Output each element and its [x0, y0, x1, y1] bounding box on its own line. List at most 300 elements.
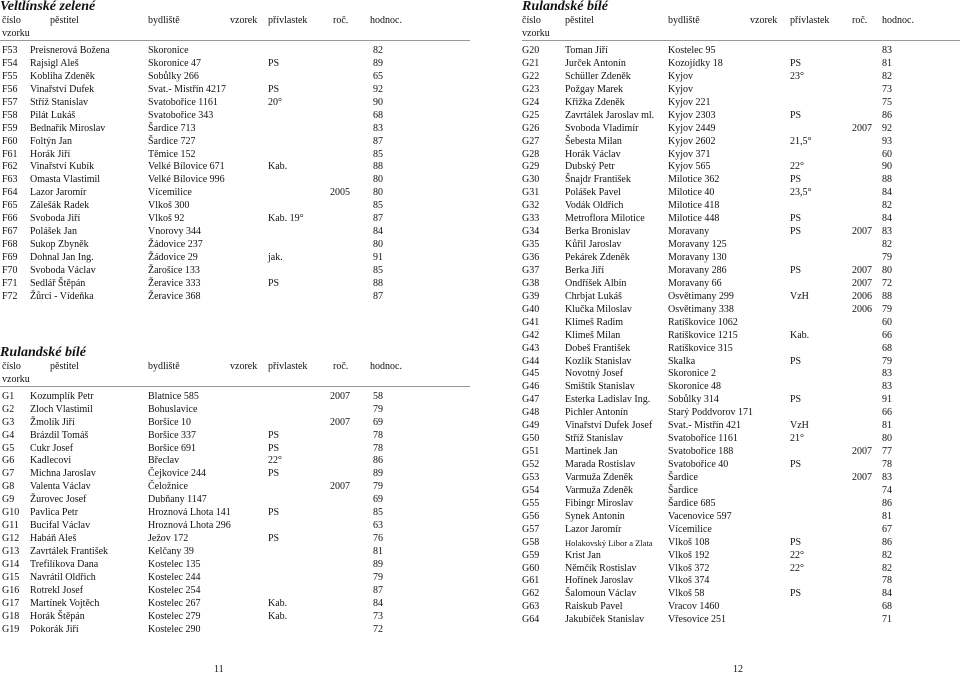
residence: Vlkoš 108 — [668, 536, 710, 548]
residence: Moravany 125 — [668, 239, 727, 251]
score: 68 — [373, 109, 383, 121]
grower-name: Klučka Miloslav — [565, 303, 632, 315]
score: 79 — [882, 355, 892, 367]
sample-number: G22 — [522, 70, 540, 82]
sample-number: G1 — [2, 390, 15, 402]
residence: Žádovice 29 — [148, 252, 198, 263]
sample-number: G47 — [522, 394, 540, 406]
attribute: PS — [790, 213, 802, 225]
attribute: PS — [268, 507, 280, 519]
residence: Osvětimany 299 — [668, 290, 734, 302]
residence: Sobůlky 266 — [148, 70, 199, 82]
grower-name: Kobliha Zdeněk — [30, 70, 95, 82]
residence: Starý Poddvorov 171 — [668, 407, 753, 419]
score: 89 — [373, 57, 383, 69]
residence: Hroznová Lhota 141 — [148, 507, 231, 519]
sample-number: F62 — [2, 161, 18, 173]
grower-name: Pichler Antonín — [565, 407, 629, 419]
residence: Kozojídky 18 — [668, 57, 723, 69]
table-row — [0, 598, 470, 611]
attribute: Kab. 19° — [268, 213, 304, 225]
residence: Svatobořice 343 — [148, 109, 214, 121]
grower-name: Rotrekl Josef — [30, 584, 84, 596]
sample-number: G28 — [522, 148, 540, 160]
column-header-cislo: číslo — [2, 360, 21, 372]
residence: Moravany 130 — [668, 252, 727, 263]
column-header-cislo: číslo — [522, 15, 541, 26]
grower-name: Klimeš Radim — [565, 316, 624, 328]
table-row — [0, 507, 470, 520]
residence: Kostelec 95 — [668, 45, 716, 56]
table-row — [522, 588, 960, 601]
attribute: PS — [268, 57, 280, 69]
score: 93 — [882, 135, 892, 147]
attribute: 22° — [790, 549, 804, 561]
score: 85 — [373, 264, 383, 276]
grower-name: Dubský Petr — [565, 161, 615, 173]
column-header-vzorek: vzorek — [230, 360, 258, 372]
grower-name: Zálešák Radek — [30, 200, 90, 212]
residence: Svat.- Mistřín 421 — [668, 420, 742, 432]
score: 85 — [373, 507, 383, 519]
table-row — [0, 468, 470, 481]
residence: Milotice 40 — [668, 187, 715, 199]
table-row — [0, 546, 470, 559]
sample-number: G3 — [2, 416, 15, 428]
score: 81 — [882, 510, 892, 522]
score: 82 — [882, 239, 892, 251]
score: 58 — [373, 390, 383, 402]
sample-number: F66 — [2, 213, 18, 225]
score: 91 — [882, 394, 892, 406]
vintage: 2007 — [852, 122, 872, 134]
residence: Šardice — [668, 471, 698, 483]
grower-name: Omasta Vlastimil — [30, 174, 101, 186]
table-row — [0, 572, 470, 585]
score: 80 — [373, 239, 383, 251]
grower-name: Rajsigl Aleš — [30, 57, 79, 69]
left-page — [0, 0, 470, 637]
residence: Kostelec 290 — [148, 623, 201, 635]
residence: Vřesovice 251 — [668, 614, 727, 626]
column-header-vzorek: vzorek — [750, 15, 778, 26]
score: 90 — [882, 161, 892, 173]
residence: Boršice 337 — [148, 429, 197, 441]
grower-name: Preisnerová Božena — [30, 45, 110, 56]
grower-name: Ondříšek Albín — [565, 277, 627, 289]
attribute: Kab. — [268, 597, 288, 609]
grower-name: Synek Antonín — [565, 510, 625, 522]
residence: Kyjov 565 — [668, 161, 711, 173]
table-row — [522, 498, 960, 511]
column-header-bydliste: bydliště — [668, 15, 700, 26]
table-row — [0, 226, 470, 239]
sample-number: G44 — [522, 355, 540, 367]
grower-name: Marada Rostislav — [565, 459, 636, 470]
score: 67 — [882, 523, 892, 535]
attribute: PS — [268, 468, 280, 480]
score: 90 — [373, 96, 383, 108]
sample-number: F68 — [2, 239, 18, 251]
sample-number: F54 — [2, 57, 18, 69]
score: 92 — [882, 122, 892, 134]
residence: Vlkoš 374 — [668, 575, 710, 587]
sample-number: G62 — [522, 588, 540, 600]
table-row — [0, 559, 470, 572]
grower-name: Cukr Josef — [30, 442, 74, 454]
table-row — [0, 97, 470, 110]
table-row — [522, 278, 960, 291]
residence: Žeravice 333 — [148, 277, 201, 289]
column-header-row — [0, 14, 470, 27]
grower-name: Valenta Václav — [30, 481, 91, 493]
residence: Vlkoš 92 — [148, 213, 185, 225]
residence: Kyjov 2602 — [668, 135, 716, 147]
attribute: PS — [268, 83, 280, 95]
table-row — [522, 84, 960, 97]
table-row — [0, 174, 470, 187]
score: 83 — [373, 122, 383, 134]
table-row — [522, 97, 960, 110]
grower-name: Habáň Aleš — [30, 533, 77, 545]
residence: Břeclav — [148, 455, 180, 467]
vintage: 2005 — [330, 187, 350, 199]
table-row — [522, 71, 960, 84]
score: 84 — [882, 187, 892, 199]
sample-number: G10 — [2, 507, 20, 519]
grower-name: Chrbjat Lukáš — [565, 290, 622, 302]
attribute: PS — [790, 226, 802, 238]
section-title: Rulandské bílé — [0, 344, 86, 360]
attribute: 21,5° — [790, 135, 812, 147]
table-row — [0, 149, 470, 162]
sample-number: G48 — [522, 407, 540, 419]
residence: Sobůlky 314 — [668, 394, 719, 406]
residence: Těmice 152 — [148, 148, 196, 160]
page-number-left: 11 — [214, 664, 224, 675]
table-row — [522, 524, 960, 537]
sample-number: F72 — [2, 290, 18, 302]
sample-number: F58 — [2, 109, 18, 121]
table-row — [522, 472, 960, 485]
grower-name: Vinařství Dufek — [30, 83, 95, 95]
table-row — [0, 585, 470, 598]
sample-number: G8 — [2, 481, 15, 493]
residence: Čeložnice — [148, 481, 188, 493]
table-row — [0, 123, 470, 136]
grower-name: Novotný Josef — [565, 368, 624, 380]
score: 79 — [373, 481, 383, 493]
sample-number: G46 — [522, 381, 540, 393]
grower-name: Dohnal Jan Ing. — [30, 252, 94, 263]
score: 85 — [373, 148, 383, 160]
grower-name: Lazor Jaromír — [30, 187, 87, 199]
score: 78 — [373, 442, 383, 454]
grower-name: Žmolík Jiří — [30, 416, 75, 428]
table-row — [0, 417, 470, 430]
attribute: PS — [790, 264, 802, 276]
column-header-roc: roč. — [333, 360, 349, 372]
sample-number: G13 — [2, 546, 20, 557]
sample-number: F61 — [2, 148, 18, 160]
column-header-vzorku: vzorku — [0, 373, 470, 387]
section-title: Veltlínské zelené — [0, 0, 96, 14]
table-row — [0, 71, 470, 84]
table-row — [522, 381, 960, 394]
residence: Šardice 727 — [148, 135, 196, 147]
score: 80 — [882, 433, 892, 445]
residence: Kelčany 39 — [148, 546, 194, 557]
grower-name: Svoboda Václav — [30, 264, 96, 276]
attribute: PS — [268, 429, 280, 441]
residence: Dubňany 1147 — [148, 494, 207, 506]
residence: Skoronice 47 — [148, 57, 202, 69]
vintage: 2007 — [852, 226, 872, 238]
score: 66 — [882, 407, 892, 419]
residence: Boršice 691 — [148, 442, 197, 454]
table-row — [0, 481, 470, 494]
residence: Skoronice 48 — [668, 381, 722, 393]
residence: Svat.- Mistřín 4217 — [148, 83, 227, 95]
score: 78 — [882, 575, 892, 587]
sample-number: F70 — [2, 264, 18, 276]
column-header-row — [0, 360, 470, 373]
sample-number: F60 — [2, 135, 18, 147]
residence: Šardice 713 — [148, 122, 196, 134]
residence: Čejkovice 244 — [148, 468, 207, 480]
sample-number: F55 — [2, 70, 18, 82]
sample-number: G33 — [522, 213, 540, 225]
score: 81 — [373, 546, 383, 557]
table-row — [0, 239, 470, 252]
section-rulandske-bile-right — [522, 0, 960, 627]
grower-name: Žůrci - Vídeňka — [30, 290, 94, 302]
grower-name: Varmuža Zdeněk — [565, 484, 634, 496]
sample-number: G7 — [2, 468, 15, 480]
grower-name: Žurovec Josef — [30, 494, 87, 506]
sample-number: G51 — [522, 446, 540, 458]
table-row — [0, 265, 470, 278]
score: 88 — [373, 277, 383, 289]
grower-name: Kozlík Stanislav — [565, 355, 632, 367]
score: 83 — [882, 226, 892, 238]
score: 74 — [882, 484, 892, 496]
score: 81 — [882, 420, 892, 432]
residence: Skoronice — [148, 45, 189, 56]
table-row — [522, 265, 960, 278]
table-row — [0, 200, 470, 213]
sample-number: G53 — [522, 471, 540, 483]
table-row — [0, 611, 470, 624]
attribute: 22° — [268, 455, 282, 467]
column-header-vzorek: vzorek — [230, 15, 258, 26]
residence: Kostelec 267 — [148, 597, 201, 609]
attribute: VzH — [790, 290, 809, 302]
attribute: PS — [268, 442, 280, 454]
sample-number: G11 — [2, 520, 19, 532]
sample-number: G59 — [522, 549, 540, 561]
score: 89 — [373, 558, 383, 570]
grower-name: Martínek Vojtěch — [30, 597, 100, 609]
table-row — [522, 226, 960, 239]
section-title: Rulandské bílé — [522, 0, 608, 14]
sample-number: G43 — [522, 342, 540, 354]
table-row — [522, 187, 960, 200]
score: 84 — [373, 597, 383, 609]
residence: Ratíškovice 1215 — [668, 329, 738, 341]
sample-number: G32 — [522, 200, 540, 212]
grower-name: Zavrtálek František — [30, 546, 109, 557]
table-row — [0, 520, 470, 533]
sample-number: F69 — [2, 252, 18, 263]
sample-number: G41 — [522, 316, 540, 328]
sample-number: G63 — [522, 601, 540, 613]
grower-name: Polášek Jan — [30, 226, 77, 238]
attribute: PS — [790, 459, 802, 470]
sample-number: G24 — [522, 96, 540, 108]
grower-name: Fibingr Miroslav — [565, 497, 634, 509]
grower-name: Šnajdr František — [565, 174, 631, 186]
sample-number: F59 — [2, 122, 18, 134]
column-header-row — [522, 14, 960, 27]
grower-name: Horák Václav — [565, 148, 621, 160]
grower-name: Svoboda Vladimír — [565, 122, 639, 134]
column-header-hodnoc: hodnoc. — [370, 15, 402, 26]
attribute: 22° — [790, 161, 804, 173]
sample-number: G26 — [522, 122, 540, 134]
score: 83 — [882, 381, 892, 393]
sample-number: G12 — [2, 533, 20, 545]
grower-name: Vinařství Kubík — [30, 161, 95, 173]
column-header-hodnoc: hodnoc. — [370, 360, 402, 372]
score: 76 — [373, 533, 383, 545]
table-row — [522, 330, 960, 343]
attribute: PS — [790, 588, 802, 600]
sample-number: G61 — [522, 575, 540, 587]
sample-number: G57 — [522, 523, 540, 535]
residence: Ježov 172 — [148, 533, 189, 545]
residence: Vícemilice — [148, 187, 192, 199]
grower-name: Sukop Zbyněk — [30, 239, 89, 251]
grower-name: Svoboda Jiří — [30, 213, 81, 225]
grower-name: Holakovský Libor a Zlata — [565, 537, 653, 548]
grower-name: Zloch Vlastimil — [30, 403, 93, 415]
sample-number: G17 — [2, 597, 20, 609]
residence: Vlkoš 300 — [148, 200, 190, 212]
grower-name: Smištík Stanislav — [565, 381, 635, 393]
table-row — [522, 317, 960, 330]
column-header-vzorku: vzorku — [522, 27, 960, 41]
residence: Kyjov 2303 — [668, 109, 716, 121]
grower-name: Krist Jan — [565, 549, 601, 561]
sample-number: G16 — [2, 584, 20, 596]
grower-name: Kadlecovi — [30, 455, 72, 467]
sample-number: G50 — [522, 433, 540, 445]
attribute: 20° — [268, 96, 282, 108]
table-row — [522, 213, 960, 226]
attribute: PS — [268, 533, 280, 545]
sample-number: G37 — [522, 264, 540, 276]
residence: Šardice 685 — [668, 497, 716, 509]
vintage: 2007 — [852, 277, 872, 289]
page-number-right: 12 — [733, 664, 743, 675]
grower-name: Zavrtálek Jaroslav ml. — [565, 109, 655, 121]
sample-number: F56 — [2, 83, 18, 95]
column-header-hodnoc: hodnoc. — [882, 15, 914, 26]
attribute: PS — [790, 57, 802, 69]
residence: Kyjov 371 — [668, 148, 711, 160]
score: 68 — [882, 601, 892, 613]
vintage: 2007 — [852, 264, 872, 276]
vintage: 2007 — [330, 416, 350, 428]
score: 92 — [373, 83, 383, 95]
table-row — [522, 239, 960, 252]
sample-number: G6 — [2, 455, 15, 467]
table-row — [0, 58, 470, 71]
sample-number: G45 — [522, 368, 540, 380]
score: 88 — [882, 290, 892, 302]
table-row — [0, 278, 470, 291]
score: 80 — [373, 174, 383, 186]
sample-number: G54 — [522, 484, 540, 496]
section-veltlinske-zelene — [0, 0, 470, 304]
table-row — [522, 136, 960, 149]
attribute: VzH — [790, 420, 809, 432]
vintage: 2007 — [852, 471, 872, 483]
sample-number: G39 — [522, 290, 540, 302]
table-row — [522, 537, 960, 550]
residence: Žarošice 133 — [148, 264, 200, 276]
grower-name: Trefilíkova Dana — [30, 558, 99, 570]
table-row — [0, 404, 470, 417]
score: 65 — [373, 70, 383, 82]
attribute: jak. — [268, 252, 283, 263]
grower-name: Raiskub Pavel — [565, 601, 623, 613]
table-row — [0, 136, 470, 149]
sample-number: G25 — [522, 109, 540, 121]
score: 87 — [373, 584, 383, 596]
table-row — [522, 614, 960, 627]
score: 79 — [373, 571, 383, 583]
score: 60 — [882, 148, 892, 160]
sample-number: G64 — [522, 614, 540, 626]
residence: Vracov 1460 — [668, 601, 720, 613]
attribute: 21° — [790, 433, 804, 445]
score: 82 — [882, 562, 892, 574]
table-row — [0, 430, 470, 443]
score: 84 — [373, 226, 383, 238]
score: 60 — [882, 316, 892, 328]
attribute: 22° — [790, 562, 804, 574]
sample-number: G19 — [2, 623, 20, 635]
sample-number: G55 — [522, 497, 540, 509]
score: 79 — [882, 303, 892, 315]
residence: Moravany 66 — [668, 277, 722, 289]
sample-number: G58 — [522, 536, 540, 548]
residence: Kostelec 244 — [148, 571, 201, 583]
score: 91 — [373, 252, 383, 263]
grower-name: Lazor Jaromír — [565, 523, 622, 535]
score: 86 — [882, 109, 892, 121]
grower-name: Michna Jaroslav — [30, 468, 96, 480]
score: 86 — [882, 497, 892, 509]
sample-number: G49 — [522, 420, 540, 432]
section-rulandske-bile-left — [0, 346, 470, 637]
column-header-pestitel: pěstitel — [565, 15, 594, 26]
attribute: Kab. — [790, 329, 810, 341]
sample-number: G14 — [2, 558, 20, 570]
column-header-privlastek: přívlastek — [268, 360, 308, 372]
